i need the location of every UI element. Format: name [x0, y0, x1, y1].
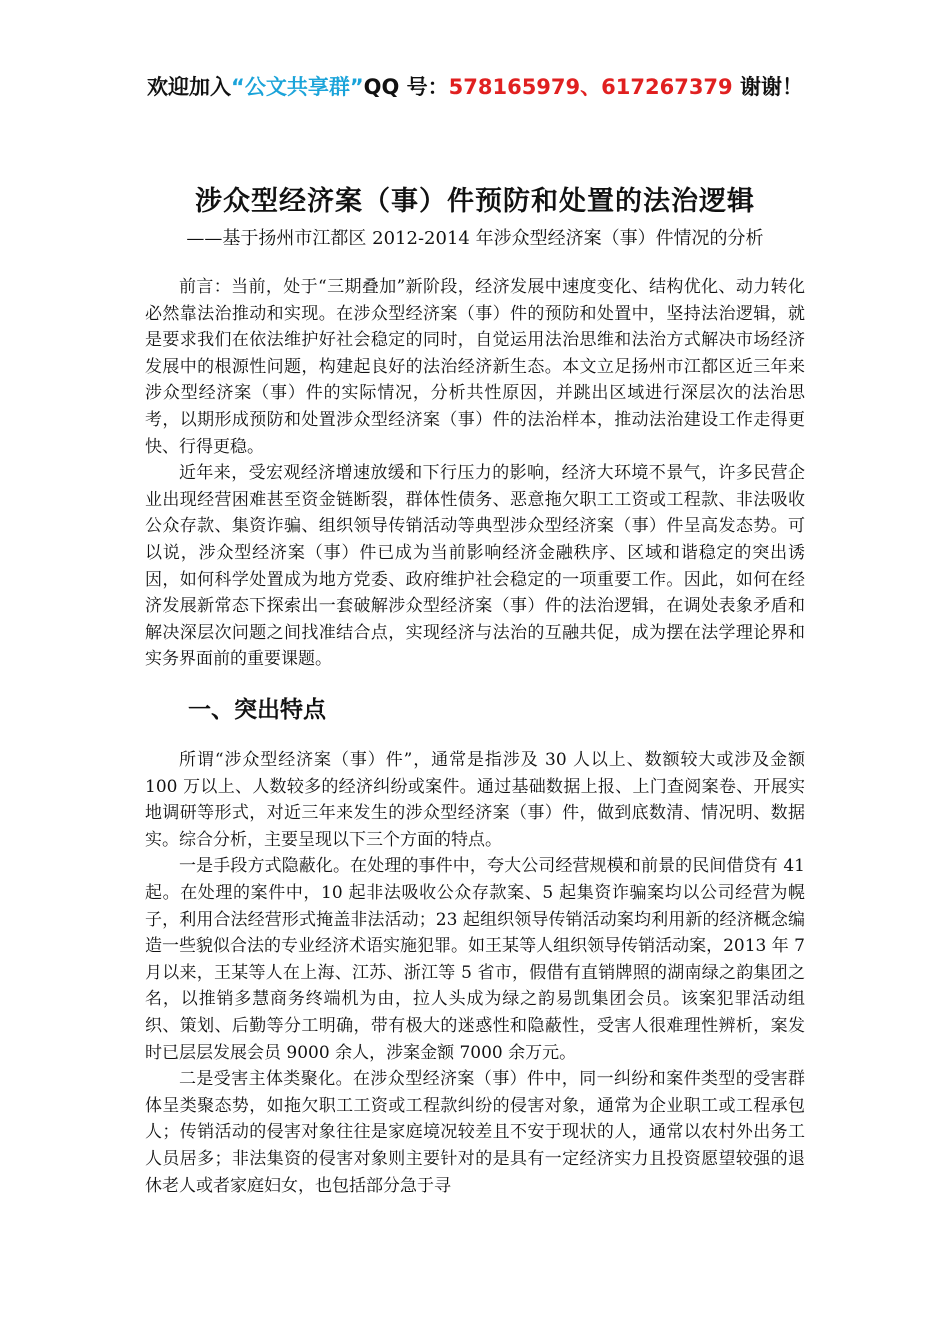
- banner-qq-label: QQ 号：: [363, 75, 449, 99]
- intro-paragraph: 近年来，受宏观经济增速放缓和下行压力的影响，经济大环境不景气，许多民营企业出现经营困难甚至资金链断裂，群体性债务、恶意拖欠职工工资或工程款、非法吸收公众存款、集资诈骗、组织领导传销活动等典型涉众型经济案（事）件呈高发态势。可以说，涉众型经济案（事）件已成为当前影响经济金融秩序、区域和谐稳定的突出诱因，如何科学处置成为地方党委、政府维护社会稳定的一项重要工作。因此，如何在经济发展新常态下探索出一套破解涉众型经济案（事）件的法治逻辑，在调处表象矛盾和解决深层次问题之间找准结合点，实现经济与法治的互融共促，成为摆在法学理论界和实务界面前的重要课题。: [145, 463, 805, 670]
- banner-qq-numbers: 578165979、617267379: [448, 75, 733, 99]
- body-paragraph: 所谓“涉众型经济案（事）件”，通常是指涉及 30 人以上、数额较大或涉及金额 100 万以上、人数较多的经济纠纷或案件。通过基础数据上报、上门查阅案卷、开展实地调研等形式，对近三年来发生的涉众型经济案（事）件，做到底数清、情况明、数据实。综合分析，主要呈现以下三个方面的特点。: [145, 750, 805, 850]
- section-heading: 一、突出特点: [188, 697, 326, 723]
- banner-group-name: “公文共享群”: [231, 75, 364, 99]
- document-title: 涉众型经济案（事）件预防和处置的法治逻辑: [195, 186, 755, 217]
- banner-thanks: 谢谢！: [732, 75, 803, 99]
- body-paragraph: 二是受害主体类聚化。在涉众型经济案（事）件中，同一纠纷和案件类型的受害群体呈类聚态势，如拖欠职工工资或工程款纠纷的侵害对象，通常为企业职工或工程承包人；传销活动的侵害对象往往是家庭境况较差且不安于现状的人，通常以农村外出务工人员居多；非法集资的侵害对象则主要针对的是具有一定经济实力且投资愿望较强的退休老人或者家庭妇女，也包括部分急于寻: [145, 1069, 805, 1196]
- intro-block: [145, 274, 805, 673]
- body-paragraph: 一是手段方式隐蔽化。在处理的事件中，夸大公司经营规模和前景的民间借贷有 41 起。在处理的案件中，10 起非法吸收公众存款案、5 起集资诈骗案均以公司经营为幌子，利用合法经营形式掩盖非法活动；23 起组织领导传销活动案均利用新的经济概念编造一些貌似合法的专业经济术语实施犯罪。如王某等人组织领导传销活动案，2013 年 7 月以来，王某等人在上海、江苏、浙江等 5 省市，假借有直销牌照的湖南绿之韵集团之名，以推销多慧商务终端机为由，拉人头成为绿之韵易凯集团会员。该案犯罪活动组织、策划、后勤等分工明确，带有极大的迷惑性和隐蔽性，受害人很难理性辨析，案发时已层层发展会员 9000 余人，涉案金额 7000 余万元。: [145, 856, 805, 1063]
- banner-prefix: 欢迎加入: [147, 75, 232, 99]
- promo-banner: [0, 72, 950, 102]
- preface-paragraph: 前言：当前，处于“三期叠加”新阶段，经济发展中速度变化、结构优化、动力转化必然靠法治推动和实现。在涉众型经济案（事）件的预防和处置中，坚持法治逻辑，就是要求我们在依法维护好社会稳定的同时，自觉运用法治思维和法治方式解决市场经济发展中的根源性问题，构建起良好的法治经济新生态。本文立足扬州市江都区近三年来涉众型经济案（事）件的实际情况，分析共性原因，并跳出区域进行深层次的法治思考，以期形成预防和处置涉众型经济案（事）件的法治样本，推动法治建设工作走得更快、行得更稳。: [145, 277, 805, 457]
- document-subtitle: ——基于扬州市江都区 2012-2014 年涉众型经济案（事）件情况的分析: [186, 228, 764, 249]
- section-body: [145, 747, 805, 1199]
